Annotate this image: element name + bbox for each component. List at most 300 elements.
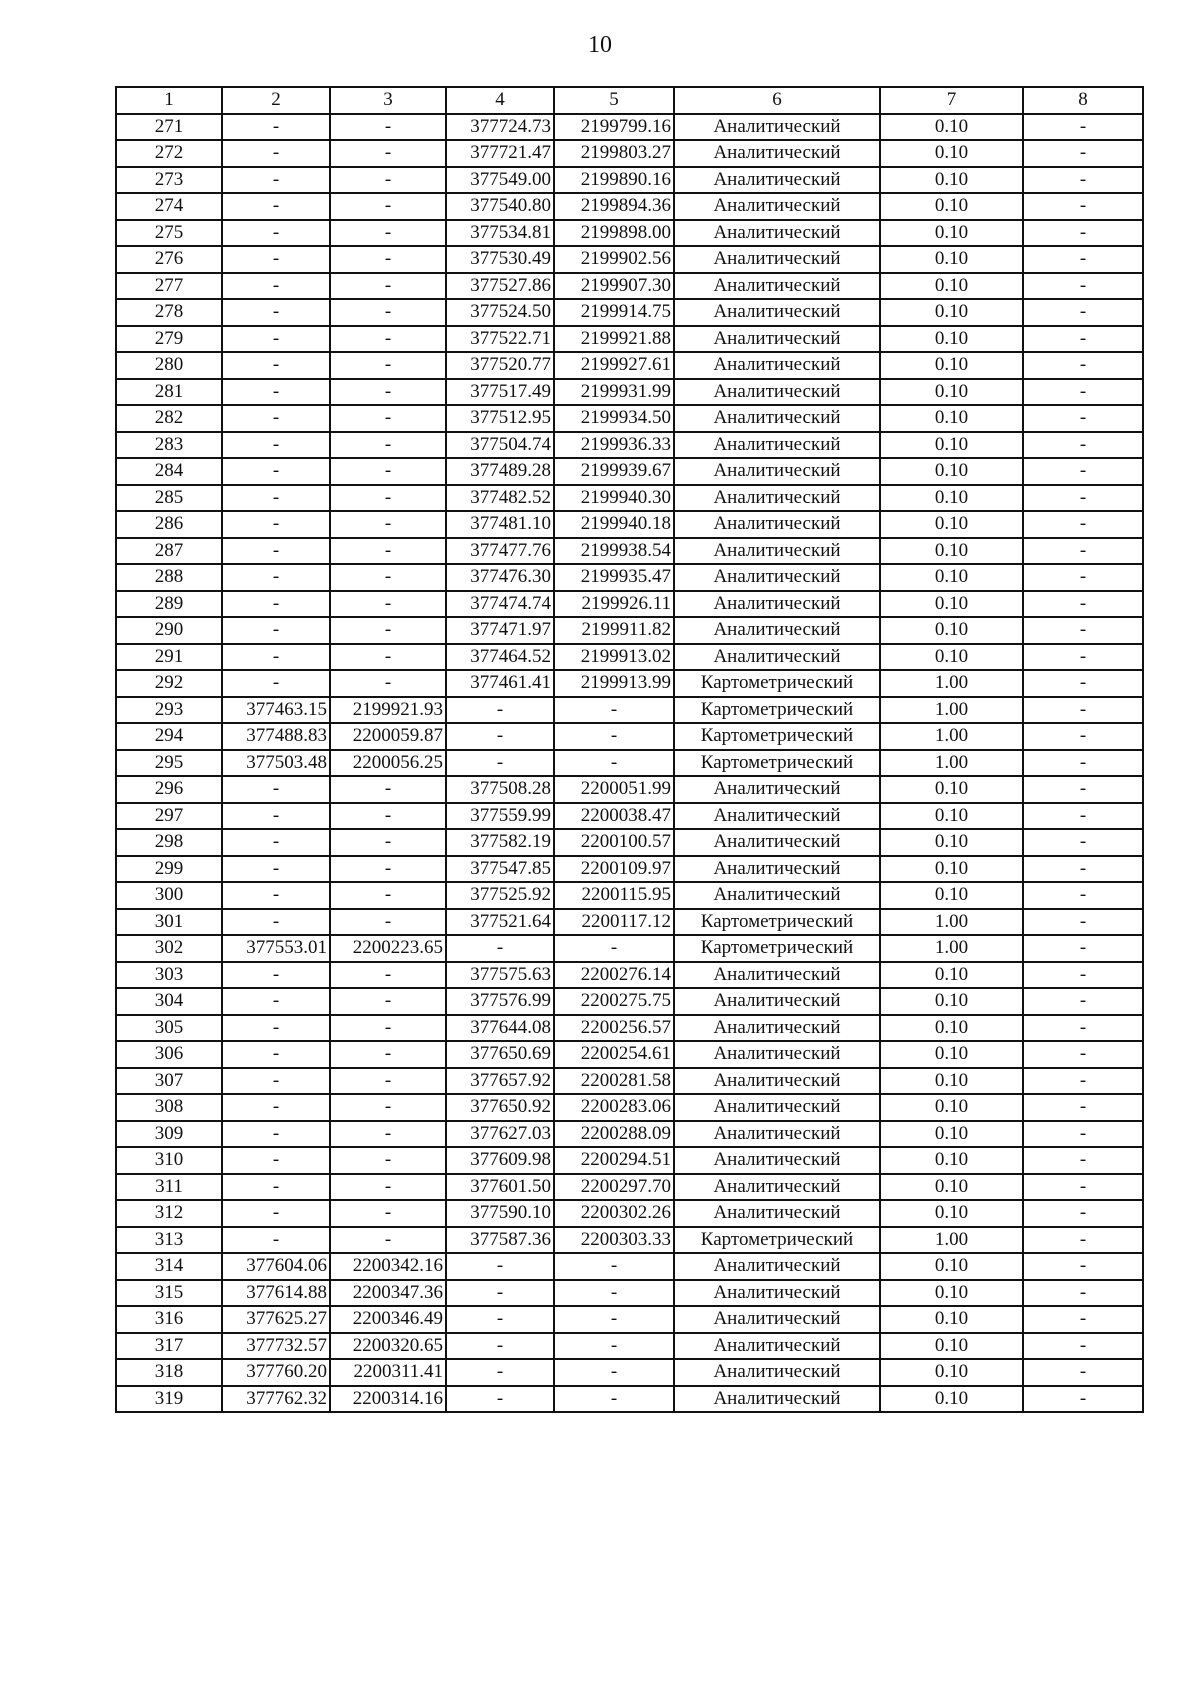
note-cell: -	[1023, 564, 1143, 591]
point-number-cell: 285	[116, 485, 222, 512]
x-coordinate-cell: -	[222, 511, 330, 538]
note-cell: -	[1023, 220, 1143, 247]
point-number-cell: 312	[116, 1200, 222, 1227]
x-coordinate-cell: 377625.27	[222, 1306, 330, 1333]
point-number-cell: 314	[116, 1253, 222, 1280]
method-cell: Аналитический	[674, 299, 880, 326]
table-row	[116, 564, 1143, 591]
method-cell: Аналитический	[674, 458, 880, 485]
y-coordinate-cell: 2200314.16	[330, 1386, 446, 1413]
y-coordinate-cell: -	[554, 1280, 674, 1307]
method-cell: Аналитический	[674, 352, 880, 379]
y-coordinate-cell: 2200342.16	[330, 1253, 446, 1280]
table-row	[116, 909, 1143, 936]
y-coordinate-cell: -	[554, 1306, 674, 1333]
accuracy-cell: 0.10	[880, 1200, 1023, 1227]
note-cell: -	[1023, 1333, 1143, 1360]
note-cell: -	[1023, 1121, 1143, 1148]
accuracy-cell: 0.10	[880, 246, 1023, 273]
x-coordinate-cell: -	[222, 1200, 330, 1227]
x-coordinate-cell: -	[446, 1386, 554, 1413]
point-number-cell: 276	[116, 246, 222, 273]
method-cell: Аналитический	[674, 1333, 880, 1360]
method-cell: Аналитический	[674, 140, 880, 167]
table-row	[116, 1041, 1143, 1068]
x-coordinate-cell: -	[222, 962, 330, 989]
note-cell: -	[1023, 538, 1143, 565]
y-coordinate-cell: 2200275.75	[554, 988, 674, 1015]
x-coordinate-cell: -	[222, 114, 330, 141]
y-coordinate-cell: -	[330, 405, 446, 432]
point-number-cell: 301	[116, 909, 222, 936]
accuracy-cell: 0.10	[880, 1041, 1023, 1068]
point-number-cell: 306	[116, 1041, 222, 1068]
x-coordinate-cell: 377549.00	[446, 167, 554, 194]
note-cell: -	[1023, 140, 1143, 167]
method-cell: Аналитический	[674, 1121, 880, 1148]
x-coordinate-cell: 377540.80	[446, 193, 554, 220]
point-number-cell: 298	[116, 829, 222, 856]
y-coordinate-cell: -	[554, 1333, 674, 1360]
x-coordinate-cell: -	[222, 1121, 330, 1148]
y-coordinate-cell: 2199926.11	[554, 591, 674, 618]
point-number-cell: 307	[116, 1068, 222, 1095]
y-coordinate-cell: -	[330, 564, 446, 591]
method-cell: Аналитический	[674, 511, 880, 538]
y-coordinate-cell: -	[554, 750, 674, 777]
note-cell: -	[1023, 273, 1143, 300]
accuracy-cell: 0.10	[880, 1386, 1023, 1413]
method-cell: Аналитический	[674, 829, 880, 856]
x-coordinate-cell: -	[222, 988, 330, 1015]
accuracy-cell: 0.10	[880, 1333, 1023, 1360]
method-cell: Аналитический	[674, 1068, 880, 1095]
method-cell: Аналитический	[674, 167, 880, 194]
x-coordinate-cell: 377575.63	[446, 962, 554, 989]
note-cell: -	[1023, 405, 1143, 432]
y-coordinate-cell: -	[330, 167, 446, 194]
accuracy-cell: 0.10	[880, 1174, 1023, 1201]
accuracy-cell: 1.00	[880, 935, 1023, 962]
x-coordinate-cell: 377463.15	[222, 697, 330, 724]
accuracy-cell: 1.00	[880, 909, 1023, 936]
point-number-cell: 299	[116, 856, 222, 883]
table-row	[116, 1359, 1143, 1386]
x-coordinate-cell: -	[222, 1147, 330, 1174]
x-coordinate-cell: 377512.95	[446, 405, 554, 432]
point-number-cell: 294	[116, 723, 222, 750]
accuracy-cell: 0.10	[880, 167, 1023, 194]
method-cell: Аналитический	[674, 1359, 880, 1386]
accuracy-cell: 0.10	[880, 352, 1023, 379]
x-coordinate-cell: 377644.08	[446, 1015, 554, 1042]
note-cell: -	[1023, 591, 1143, 618]
y-coordinate-cell: 2200311.41	[330, 1359, 446, 1386]
x-coordinate-cell: 377520.77	[446, 352, 554, 379]
x-coordinate-cell: -	[222, 326, 330, 353]
y-coordinate-cell: -	[330, 326, 446, 353]
column-header: 1	[116, 87, 222, 114]
point-number-cell: 282	[116, 405, 222, 432]
method-cell: Аналитический	[674, 1280, 880, 1307]
accuracy-cell: 0.10	[880, 617, 1023, 644]
method-cell: Аналитический	[674, 273, 880, 300]
note-cell: -	[1023, 193, 1143, 220]
table-row	[116, 882, 1143, 909]
table-row	[116, 776, 1143, 803]
x-coordinate-cell: 377527.86	[446, 273, 554, 300]
point-number-cell: 271	[116, 114, 222, 141]
x-coordinate-cell: -	[222, 485, 330, 512]
note-cell: -	[1023, 1359, 1143, 1386]
table-row	[116, 935, 1143, 962]
method-cell: Картометрический	[674, 935, 880, 962]
x-coordinate-cell: 377559.99	[446, 803, 554, 830]
y-coordinate-cell: 2199934.50	[554, 405, 674, 432]
y-coordinate-cell: 2199902.56	[554, 246, 674, 273]
x-coordinate-cell: 377657.92	[446, 1068, 554, 1095]
column-header: 7	[880, 87, 1023, 114]
accuracy-cell: 0.10	[880, 962, 1023, 989]
method-cell: Аналитический	[674, 644, 880, 671]
point-number-cell: 283	[116, 432, 222, 459]
note-cell: -	[1023, 299, 1143, 326]
point-number-cell: 302	[116, 935, 222, 962]
point-number-cell: 317	[116, 1333, 222, 1360]
x-coordinate-cell: 377547.85	[446, 856, 554, 883]
table-row	[116, 379, 1143, 406]
x-coordinate-cell: -	[222, 1094, 330, 1121]
point-number-cell: 293	[116, 697, 222, 724]
method-cell: Аналитический	[674, 617, 880, 644]
note-cell: -	[1023, 458, 1143, 485]
x-coordinate-cell: -	[446, 1253, 554, 1280]
accuracy-cell: 0.10	[880, 405, 1023, 432]
accuracy-cell: 0.10	[880, 1015, 1023, 1042]
x-coordinate-cell: -	[222, 405, 330, 432]
x-coordinate-cell: 377477.76	[446, 538, 554, 565]
x-coordinate-cell: -	[446, 1359, 554, 1386]
point-number-cell: 309	[116, 1121, 222, 1148]
note-cell: -	[1023, 1015, 1143, 1042]
accuracy-cell: 1.00	[880, 670, 1023, 697]
accuracy-cell: 0.10	[880, 1147, 1023, 1174]
point-number-cell: 281	[116, 379, 222, 406]
point-number-cell: 290	[116, 617, 222, 644]
x-coordinate-cell: -	[222, 1068, 330, 1095]
y-coordinate-cell: 2200281.58	[554, 1068, 674, 1095]
note-cell: -	[1023, 1386, 1143, 1413]
x-coordinate-cell: 377476.30	[446, 564, 554, 591]
x-coordinate-cell: 377650.69	[446, 1041, 554, 1068]
y-coordinate-cell: -	[330, 1094, 446, 1121]
page-number: 10	[588, 32, 612, 58]
y-coordinate-cell: -	[554, 697, 674, 724]
accuracy-cell: 0.10	[880, 1094, 1023, 1121]
y-coordinate-cell: -	[330, 538, 446, 565]
table-body	[116, 114, 1143, 1413]
y-coordinate-cell: -	[330, 1015, 446, 1042]
column-header: 4	[446, 87, 554, 114]
accuracy-cell: 0.10	[880, 564, 1023, 591]
method-cell: Аналитический	[674, 405, 880, 432]
x-coordinate-cell: -	[222, 432, 330, 459]
x-coordinate-cell: -	[222, 617, 330, 644]
table-row	[116, 193, 1143, 220]
point-number-cell: 292	[116, 670, 222, 697]
table-row	[116, 114, 1143, 141]
method-cell: Аналитический	[674, 776, 880, 803]
method-cell: Аналитический	[674, 882, 880, 909]
y-coordinate-cell: 2200059.87	[330, 723, 446, 750]
y-coordinate-cell: 2199931.99	[554, 379, 674, 406]
y-coordinate-cell: -	[330, 114, 446, 141]
note-cell: -	[1023, 988, 1143, 1015]
table-row	[116, 220, 1143, 247]
method-cell: Аналитический	[674, 1253, 880, 1280]
note-cell: -	[1023, 1174, 1143, 1201]
y-coordinate-cell: -	[330, 193, 446, 220]
x-coordinate-cell: 377481.10	[446, 511, 554, 538]
accuracy-cell: 0.10	[880, 511, 1023, 538]
x-coordinate-cell: -	[222, 352, 330, 379]
x-coordinate-cell: 377601.50	[446, 1174, 554, 1201]
method-cell: Аналитический	[674, 432, 880, 459]
y-coordinate-cell: -	[330, 962, 446, 989]
method-cell: Аналитический	[674, 803, 880, 830]
accuracy-cell: 1.00	[880, 723, 1023, 750]
x-coordinate-cell: 377508.28	[446, 776, 554, 803]
note-cell: -	[1023, 962, 1143, 989]
x-coordinate-cell: -	[222, 882, 330, 909]
y-coordinate-cell: 2199935.47	[554, 564, 674, 591]
accuracy-cell: 0.10	[880, 644, 1023, 671]
table-row	[116, 1147, 1143, 1174]
x-coordinate-cell: -	[222, 670, 330, 697]
accuracy-cell: 0.10	[880, 326, 1023, 353]
y-coordinate-cell: 2200115.95	[554, 882, 674, 909]
point-number-cell: 286	[116, 511, 222, 538]
table-row	[116, 1253, 1143, 1280]
y-coordinate-cell: 2200256.57	[554, 1015, 674, 1042]
y-coordinate-cell: -	[330, 909, 446, 936]
x-coordinate-cell: 377724.73	[446, 114, 554, 141]
note-cell: -	[1023, 246, 1143, 273]
x-coordinate-cell: 377530.49	[446, 246, 554, 273]
accuracy-cell: 0.10	[880, 1253, 1023, 1280]
x-coordinate-cell: 377587.36	[446, 1227, 554, 1254]
y-coordinate-cell: -	[330, 1200, 446, 1227]
point-number-cell: 311	[116, 1174, 222, 1201]
note-cell: -	[1023, 909, 1143, 936]
y-coordinate-cell: -	[330, 246, 446, 273]
table-row	[116, 723, 1143, 750]
note-cell: -	[1023, 1306, 1143, 1333]
table-row	[116, 432, 1143, 459]
x-coordinate-cell: 377474.74	[446, 591, 554, 618]
x-coordinate-cell: 377650.92	[446, 1094, 554, 1121]
note-cell: -	[1023, 1068, 1143, 1095]
note-cell: -	[1023, 617, 1143, 644]
x-coordinate-cell: -	[446, 750, 554, 777]
column-header: 8	[1023, 87, 1143, 114]
y-coordinate-cell: 2200117.12	[554, 909, 674, 936]
x-coordinate-cell: 377521.64	[446, 909, 554, 936]
y-coordinate-cell: 2200051.99	[554, 776, 674, 803]
x-coordinate-cell: 377721.47	[446, 140, 554, 167]
method-cell: Аналитический	[674, 379, 880, 406]
y-coordinate-cell: 2199890.16	[554, 167, 674, 194]
method-cell: Картометрический	[674, 723, 880, 750]
point-number-cell: 288	[116, 564, 222, 591]
note-cell: -	[1023, 352, 1143, 379]
x-coordinate-cell: -	[222, 776, 330, 803]
y-coordinate-cell: 2199927.61	[554, 352, 674, 379]
column-header: 2	[222, 87, 330, 114]
x-coordinate-cell: -	[222, 909, 330, 936]
table-row	[116, 803, 1143, 830]
accuracy-cell: 0.10	[880, 882, 1023, 909]
table-row	[116, 485, 1143, 512]
table-row	[116, 458, 1143, 485]
note-cell: -	[1023, 1147, 1143, 1174]
x-coordinate-cell: -	[446, 1306, 554, 1333]
accuracy-cell: 0.10	[880, 1068, 1023, 1095]
y-coordinate-cell: 2200288.09	[554, 1121, 674, 1148]
accuracy-cell: 0.10	[880, 1359, 1023, 1386]
table-row	[116, 352, 1143, 379]
y-coordinate-cell: 2199940.18	[554, 511, 674, 538]
y-coordinate-cell: -	[330, 856, 446, 883]
y-coordinate-cell: 2200297.70	[554, 1174, 674, 1201]
point-number-cell: 318	[116, 1359, 222, 1386]
accuracy-cell: 0.10	[880, 114, 1023, 141]
y-coordinate-cell: -	[330, 379, 446, 406]
y-coordinate-cell: -	[330, 299, 446, 326]
y-coordinate-cell: 2199921.88	[554, 326, 674, 353]
point-number-cell: 297	[116, 803, 222, 830]
table-row	[116, 1227, 1143, 1254]
y-coordinate-cell: 2199799.16	[554, 114, 674, 141]
accuracy-cell: 0.10	[880, 140, 1023, 167]
point-number-cell: 295	[116, 750, 222, 777]
note-cell: -	[1023, 1253, 1143, 1280]
y-coordinate-cell: 2200100.57	[554, 829, 674, 856]
method-cell: Картометрический	[674, 670, 880, 697]
y-coordinate-cell: 2200302.26	[554, 1200, 674, 1227]
table-row	[116, 273, 1143, 300]
y-coordinate-cell: 2200346.49	[330, 1306, 446, 1333]
y-coordinate-cell: -	[330, 1068, 446, 1095]
x-coordinate-cell: 377471.97	[446, 617, 554, 644]
x-coordinate-cell: 377517.49	[446, 379, 554, 406]
y-coordinate-cell: -	[330, 1147, 446, 1174]
table-row	[116, 1121, 1143, 1148]
method-cell: Аналитический	[674, 326, 880, 353]
x-coordinate-cell: -	[222, 140, 330, 167]
method-cell: Картометрический	[674, 697, 880, 724]
x-coordinate-cell: -	[446, 723, 554, 750]
method-cell: Аналитический	[674, 1041, 880, 1068]
y-coordinate-cell: 2199894.36	[554, 193, 674, 220]
note-cell: -	[1023, 723, 1143, 750]
y-coordinate-cell: -	[330, 140, 446, 167]
y-coordinate-cell: -	[330, 591, 446, 618]
table-row	[116, 326, 1143, 353]
y-coordinate-cell: -	[330, 220, 446, 247]
x-coordinate-cell: 377464.52	[446, 644, 554, 671]
accuracy-cell: 0.10	[880, 273, 1023, 300]
note-cell: -	[1023, 803, 1143, 830]
y-coordinate-cell: 2200223.65	[330, 935, 446, 962]
method-cell: Картометрический	[674, 1227, 880, 1254]
table-row	[116, 829, 1143, 856]
x-coordinate-cell: -	[446, 1280, 554, 1307]
x-coordinate-cell: -	[222, 1227, 330, 1254]
note-cell: -	[1023, 829, 1143, 856]
y-coordinate-cell: -	[330, 803, 446, 830]
point-number-cell: 310	[116, 1147, 222, 1174]
table-row	[116, 538, 1143, 565]
x-coordinate-cell: 377582.19	[446, 829, 554, 856]
x-coordinate-cell: 377461.41	[446, 670, 554, 697]
point-number-cell: 303	[116, 962, 222, 989]
y-coordinate-cell: -	[330, 617, 446, 644]
y-coordinate-cell: 2199939.67	[554, 458, 674, 485]
table-row	[116, 246, 1143, 273]
accuracy-cell: 0.10	[880, 538, 1023, 565]
y-coordinate-cell: 2200109.97	[554, 856, 674, 883]
y-coordinate-cell: 2199911.82	[554, 617, 674, 644]
y-coordinate-cell: 2199914.75	[554, 299, 674, 326]
x-coordinate-cell: 377627.03	[446, 1121, 554, 1148]
note-cell: -	[1023, 1094, 1143, 1121]
y-coordinate-cell: -	[330, 485, 446, 512]
note-cell: -	[1023, 485, 1143, 512]
y-coordinate-cell: 2200254.61	[554, 1041, 674, 1068]
method-cell: Аналитический	[674, 1306, 880, 1333]
table-row	[116, 1280, 1143, 1307]
method-cell: Аналитический	[674, 538, 880, 565]
y-coordinate-cell: -	[330, 1041, 446, 1068]
accuracy-cell: 1.00	[880, 697, 1023, 724]
method-cell: Аналитический	[674, 246, 880, 273]
x-coordinate-cell: 377614.88	[222, 1280, 330, 1307]
x-coordinate-cell: -	[222, 829, 330, 856]
y-coordinate-cell: 2200283.06	[554, 1094, 674, 1121]
note-cell: -	[1023, 1280, 1143, 1307]
method-cell: Картометрический	[674, 750, 880, 777]
method-cell: Аналитический	[674, 114, 880, 141]
x-coordinate-cell: -	[222, 193, 330, 220]
x-coordinate-cell: -	[446, 697, 554, 724]
x-coordinate-cell: 377604.06	[222, 1253, 330, 1280]
point-number-cell: 304	[116, 988, 222, 1015]
accuracy-cell: 0.10	[880, 193, 1023, 220]
point-number-cell: 273	[116, 167, 222, 194]
y-coordinate-cell: -	[330, 644, 446, 671]
y-coordinate-cell: -	[330, 1227, 446, 1254]
table-row	[116, 1174, 1143, 1201]
x-coordinate-cell: -	[222, 1174, 330, 1201]
y-coordinate-cell: 2199938.54	[554, 538, 674, 565]
method-cell: Аналитический	[674, 1386, 880, 1413]
x-coordinate-cell: 377534.81	[446, 220, 554, 247]
y-coordinate-cell: -	[330, 352, 446, 379]
y-coordinate-cell: -	[554, 935, 674, 962]
x-coordinate-cell: 377760.20	[222, 1359, 330, 1386]
y-coordinate-cell: 2199936.33	[554, 432, 674, 459]
